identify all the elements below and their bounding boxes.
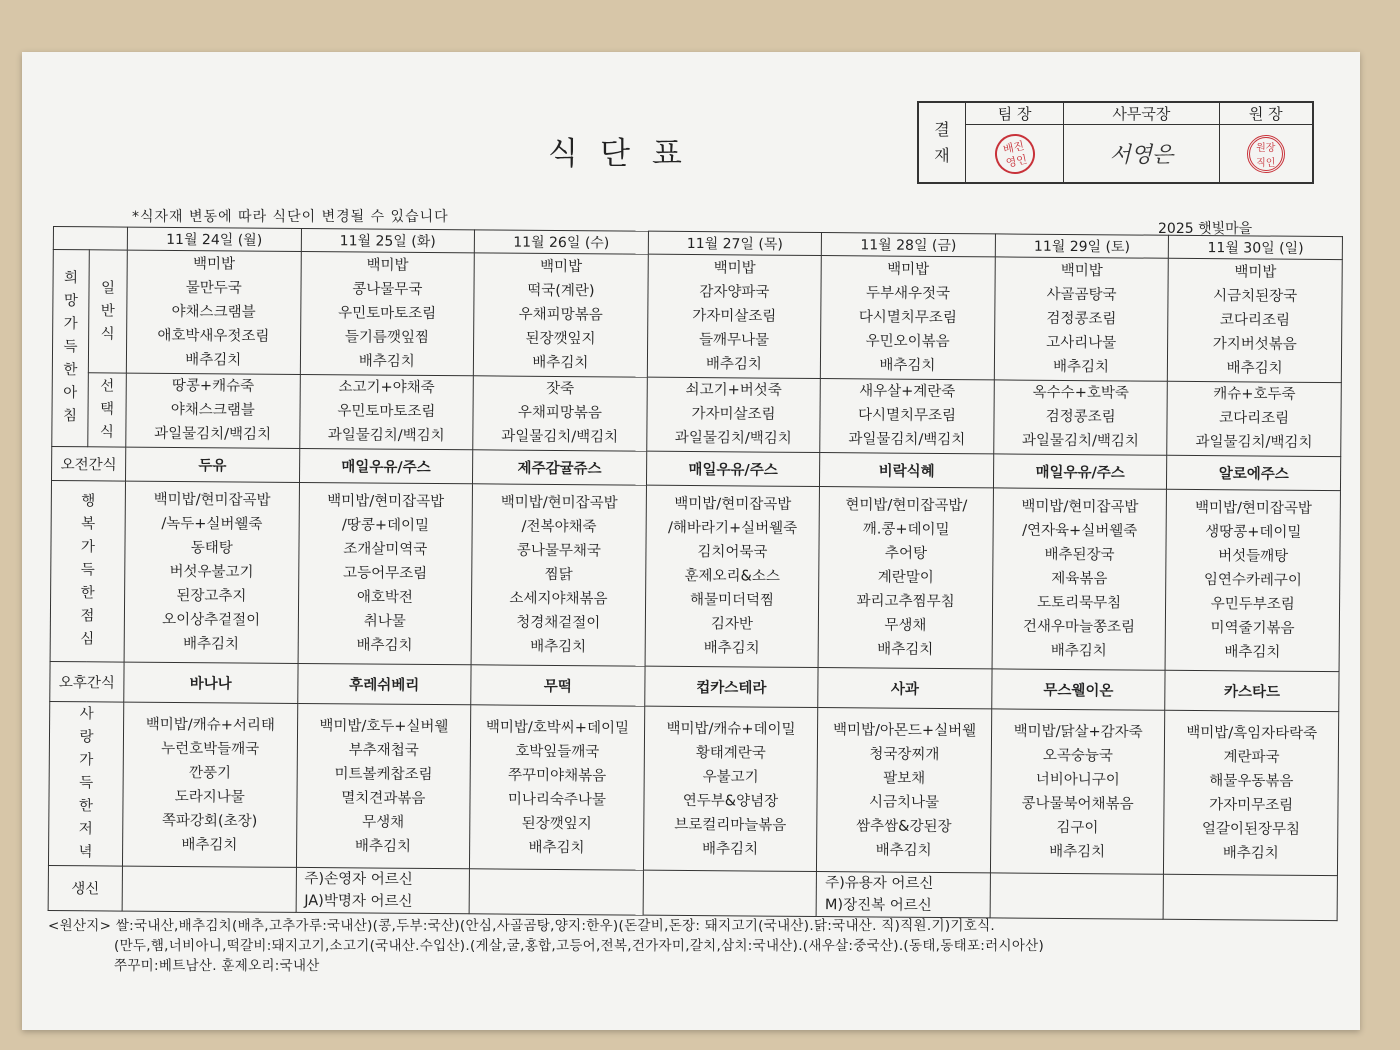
menu-item: 도라지나물 bbox=[174, 788, 245, 806]
select-label-char: 선 bbox=[100, 378, 115, 395]
menu-item: 캐슈+호두죽 bbox=[1213, 386, 1296, 404]
birthday-cell bbox=[469, 868, 643, 915]
menu-item: 콩나물무국 bbox=[352, 281, 423, 298]
menu-item: 미나리숙주나물 bbox=[507, 791, 607, 808]
lunch-label-char: 가 bbox=[80, 539, 96, 556]
dinner-label-char: 가 bbox=[79, 752, 94, 769]
menu-item: 오이상추겉절이 bbox=[162, 611, 261, 629]
menu-item: 두부새우젓국 bbox=[865, 285, 951, 303]
origin-line-1: <원산지> 쌀:국내산,배추김치(배추,고추가루:국내산)(콩,두부:국산)(안심,사골곰탕,양지:한우)(돈갈비,돈장: 돼지고기(국내산).닭:국내산. 직)직원.기)기호식. bbox=[48, 918, 996, 934]
notice-text: *식자재 변동에 따라 식단이 변경될 수 있습니다 bbox=[132, 209, 449, 225]
breakfast-label-char: 아 bbox=[63, 385, 78, 402]
lunch-cell bbox=[471, 484, 646, 667]
menu-item: 배추김치 bbox=[1052, 358, 1110, 376]
breakfast-general-cell bbox=[1168, 258, 1343, 382]
menu-item: 배추김치 bbox=[532, 354, 589, 372]
dinner-cell bbox=[817, 708, 992, 873]
menu-item: 조개살미역국 bbox=[343, 541, 428, 558]
menu-item: 해물우동볶음 bbox=[1209, 772, 1294, 790]
breakfast-select-cell bbox=[994, 380, 1168, 455]
day-header: 11월 28일 (금) bbox=[822, 233, 996, 258]
menu-item: 가자미무조림 bbox=[1209, 796, 1294, 814]
menu-item: 백미밥 bbox=[366, 257, 409, 274]
pm-snack-cell: 컵카스테라 bbox=[644, 666, 818, 708]
menu-item: 우민두부조림 bbox=[1210, 596, 1295, 613]
breakfast-label-char: 침 bbox=[62, 408, 78, 425]
menu-item: 청경채겉절이 bbox=[516, 614, 601, 632]
menu-item: 배추김치 bbox=[705, 356, 762, 373]
dinner-cell bbox=[296, 704, 471, 869]
menu-item: 백미밥/현미잡곡밥 bbox=[674, 495, 792, 513]
general-label-char: 식 bbox=[100, 325, 115, 343]
menu-item: 멸치견과볶음 bbox=[341, 789, 426, 807]
page-title: 식단표 bbox=[548, 136, 704, 172]
lunch-cell bbox=[645, 485, 820, 668]
menu-item: 오곡숭늉국 bbox=[1042, 747, 1114, 764]
menu-item: 배추김치 bbox=[703, 640, 760, 657]
menu-item: 백미밥/캐슈+서리태 bbox=[145, 716, 275, 734]
general-label-char: 일 bbox=[100, 279, 116, 297]
lunch-label-char: 행 bbox=[81, 493, 96, 510]
birthday-row bbox=[48, 865, 1337, 921]
menu-item: 배추김치 bbox=[1049, 843, 1106, 860]
menu-item: 동태탕 bbox=[190, 540, 233, 557]
menu-item: 배추김치 bbox=[185, 352, 242, 369]
select-label-char: 식 bbox=[99, 424, 114, 441]
menu-item: 해물미더덕찜 bbox=[689, 591, 775, 609]
breakfast-label-char: 희 bbox=[64, 270, 79, 287]
menu-item: 백미밥 bbox=[887, 261, 930, 278]
menu-item: 너비아니구이 bbox=[1035, 771, 1120, 788]
menu-item: 검정콩조림 bbox=[1045, 409, 1116, 426]
approval-box bbox=[917, 101, 1314, 184]
menu-item: 계란파국 bbox=[1223, 748, 1280, 766]
menu-item: 야채스크램블 bbox=[171, 304, 256, 321]
menu-item: 콩나물무채국 bbox=[516, 542, 601, 560]
am-snack-cell: 비락식혜 bbox=[820, 452, 994, 488]
lunch-label-char: 심 bbox=[80, 631, 95, 648]
breakfast-select-cell bbox=[646, 377, 820, 452]
origin-footer bbox=[48, 916, 1044, 976]
menu-item: 백미밥/현미잡곡밥 bbox=[500, 494, 618, 512]
menu-item: 백미밥/흑임자타락죽 bbox=[1186, 724, 1318, 742]
menu-item: 배추김치 bbox=[354, 837, 412, 855]
approval-side-label bbox=[919, 103, 966, 183]
organization-name: 2025 햇빛마을 bbox=[1158, 221, 1253, 237]
menu-table bbox=[48, 226, 1343, 921]
menu-item: 다시멸치무조림 bbox=[858, 309, 957, 327]
breakfast-label-char: 망 bbox=[63, 293, 78, 310]
menu-item: 제육볶음 bbox=[1051, 570, 1108, 588]
approval-side-label-2: 재 bbox=[934, 145, 950, 165]
menu-item: 시금치된장국 bbox=[1213, 288, 1298, 305]
signature-icon: 서영은 bbox=[1109, 143, 1174, 168]
menu-item: 과일물김치/백김치 bbox=[1021, 432, 1139, 450]
menu-item: 애호박새우젓조림 bbox=[157, 327, 270, 345]
menu-item: 소세지야채볶음 bbox=[509, 590, 608, 608]
am-snack-cell: 두유 bbox=[126, 447, 300, 483]
menu-item: 애호박전 bbox=[356, 589, 414, 606]
menu-item: 배추된장국 bbox=[1044, 546, 1115, 564]
menu-item: 백미밥/현미잡곡밥 bbox=[1021, 498, 1139, 516]
menu-item: 야채스크램블 bbox=[170, 402, 255, 419]
red-stamp-icon: 배진 영인 bbox=[991, 130, 1038, 177]
select-label bbox=[88, 373, 127, 447]
menu-item: 배추김치 bbox=[356, 637, 413, 654]
birthday-cell bbox=[816, 871, 990, 918]
menu-item: 추어탕 bbox=[884, 545, 928, 562]
day-header: 11월 29일 (토) bbox=[995, 234, 1169, 259]
dinner-label-char: 녁 bbox=[78, 844, 93, 861]
menu-item: 우민오이볶음 bbox=[865, 333, 950, 351]
menu-item: 배추김치 bbox=[877, 641, 934, 658]
menu-item: 미트볼케찹조림 bbox=[334, 765, 433, 783]
menu-item: 호박잎들깨국 bbox=[515, 743, 600, 760]
lunch-label-char: 득 bbox=[80, 562, 95, 579]
menu-item: /전복야채죽 bbox=[521, 518, 597, 536]
seal-icon: 원장 직인 bbox=[1247, 135, 1285, 173]
birthday-cell bbox=[296, 867, 470, 914]
dinner-label bbox=[48, 702, 123, 866]
menu-item: 백미밥 bbox=[1060, 263, 1103, 280]
breakfast-select-cell bbox=[820, 379, 994, 454]
am-snack-cell: 매일우유/주스 bbox=[299, 448, 473, 484]
menu-item: 백미밥/현미잡곡밥 bbox=[327, 493, 445, 511]
am-snack-cell: 매일우유/주스 bbox=[646, 451, 820, 487]
dinner-cell bbox=[990, 709, 1165, 874]
lunch-cell bbox=[1165, 489, 1340, 672]
menu-item: 임연수카레구이 bbox=[1203, 572, 1303, 589]
menu-item: 백미밥/현미잡곡밥 bbox=[1194, 499, 1313, 517]
menu-item: 쇠고기+버섯죽 bbox=[685, 382, 782, 400]
menu-item: 계란말이 bbox=[877, 569, 934, 586]
menu-item: 잣죽 bbox=[546, 381, 575, 398]
menu-item: 배추김치 bbox=[875, 841, 932, 859]
menu-item: /연자육+실버웰죽 bbox=[1022, 522, 1138, 540]
menu-item: 깐풍기 bbox=[188, 764, 232, 781]
dinner-cell bbox=[470, 705, 645, 870]
menu-item: JA)박명자 어르신 bbox=[304, 892, 413, 910]
lunch-cell bbox=[124, 481, 299, 664]
breakfast-select-row bbox=[52, 373, 1342, 457]
team-leader-stamp bbox=[966, 125, 1064, 183]
menu-item: 우민토마토조림 bbox=[338, 305, 437, 323]
am-snack-cell: 제주감귤쥬스 bbox=[473, 449, 647, 485]
lunch-cell bbox=[992, 488, 1167, 671]
menu-item: 배추김치 bbox=[358, 353, 415, 370]
menu-item: 배추김치 bbox=[181, 836, 238, 853]
pm-snack-cell: 후레쉬베리 bbox=[297, 664, 471, 706]
menu-item: 취나물 bbox=[363, 613, 406, 630]
am-snack-cell: 매일우유/주스 bbox=[993, 453, 1167, 489]
menu-item: 김구이 bbox=[1056, 819, 1099, 836]
menu-item: 황태계란국 bbox=[695, 744, 766, 762]
dinner-label-char: 랑 bbox=[79, 729, 94, 746]
dinner-label-char: 사 bbox=[79, 706, 94, 723]
menu-item: 주)손영자 어르신 bbox=[304, 870, 413, 888]
menu-item: 가자미살조림 bbox=[692, 308, 777, 325]
dinner-cell bbox=[122, 702, 297, 867]
menu-item: 들깨무나물 bbox=[698, 332, 770, 349]
menu-item: 고사리나물 bbox=[1046, 334, 1117, 352]
menu-item: 배추김치 bbox=[1226, 360, 1283, 377]
menu-item: 우민토마토조림 bbox=[337, 403, 436, 421]
menu-item: 배추김치 bbox=[182, 636, 240, 653]
menu-item: 과일물김치/백김치 bbox=[154, 426, 272, 444]
menu-item: 팔보채 bbox=[883, 770, 926, 787]
breakfast-label-char: 득 bbox=[63, 339, 78, 356]
menu-item: 배추김치 bbox=[528, 839, 585, 856]
menu-item: 배추김치 bbox=[530, 638, 587, 656]
menu-item: /땅콩+데이밀 bbox=[341, 517, 430, 534]
menu-item: 쭈꾸미야채볶음 bbox=[508, 767, 607, 784]
lunch-label-char: 점 bbox=[80, 608, 95, 625]
menu-item: 가자미살조림 bbox=[691, 406, 776, 423]
menu-item: 배추김치 bbox=[1050, 642, 1107, 660]
birthday-cell bbox=[990, 872, 1164, 919]
breakfast-select-cell bbox=[299, 374, 473, 449]
pm-snack-cell: 카스타드 bbox=[1165, 670, 1339, 712]
breakfast-select-cell bbox=[126, 373, 300, 448]
dinner-label-char: 한 bbox=[78, 798, 94, 815]
menu-item: 백미밥/닭살+감자죽 bbox=[1013, 723, 1143, 741]
menu-item: 깨.콩+데이밀 bbox=[862, 521, 950, 539]
menu-item: 찜닭 bbox=[544, 566, 573, 584]
approval-header-team: 팀 장 bbox=[966, 103, 1064, 125]
menu-item: 과일물김치/백김치 bbox=[848, 431, 966, 449]
lunch-row bbox=[50, 480, 1340, 671]
menu-item: 버섯우불고기 bbox=[169, 563, 254, 581]
director-seal bbox=[1219, 125, 1313, 183]
dinner-row bbox=[48, 702, 1338, 875]
menu-item: 미역줄기볶음 bbox=[1210, 620, 1295, 637]
menu-item: 과일물김치/백김치 bbox=[1195, 434, 1313, 452]
lunch-cell bbox=[818, 486, 993, 669]
birthday-cell bbox=[1163, 874, 1337, 921]
menu-item: 브로컬리마늘볶음 bbox=[674, 816, 787, 834]
menu-item: 배추김치 bbox=[1222, 844, 1279, 862]
menu-item: 된장깻잎지 bbox=[521, 815, 592, 832]
origin-line-2: (만두,햄,너비아니,떡갈비:돼지고기,소고기(국내산.수입산).(게살,굴,홍합,고등어,전복,건가자미,갈치,삼치:국내산).(새우살:중국산).(동태,동태포:러시아산) bbox=[114, 938, 1045, 954]
menu-item: 청국장찌개 bbox=[869, 745, 940, 763]
breakfast-select-cell bbox=[473, 376, 647, 451]
menu-item: 과일물김치/백김치 bbox=[674, 430, 792, 448]
menu-item: 땅콩+캐슈죽 bbox=[171, 378, 255, 395]
breakfast-general-cell bbox=[126, 250, 301, 374]
menu-item: 소고기+야채죽 bbox=[338, 379, 435, 397]
approval-side-label-1: 결 bbox=[934, 119, 950, 139]
menu-item: 누런호박들깨국 bbox=[161, 740, 260, 758]
menu-item: 백미밥 bbox=[1234, 264, 1277, 281]
dinner-label-char: 저 bbox=[78, 821, 93, 838]
menu-item: 백미밥/캐슈+데이밀 bbox=[666, 720, 796, 738]
menu-item: 버섯들깨탕 bbox=[1218, 548, 1289, 565]
corner-cell bbox=[53, 227, 127, 251]
dinner-cell bbox=[1164, 711, 1339, 876]
day-header: 11월 24일 (월) bbox=[127, 227, 301, 252]
menu-item: 꽈리고추찜무침 bbox=[856, 593, 955, 611]
birthday-cell bbox=[643, 870, 817, 917]
menu-item: M)장진복 어르신 bbox=[824, 896, 932, 914]
breakfast-general-cell bbox=[300, 252, 475, 376]
breakfast-select-cell bbox=[1167, 381, 1341, 456]
lunch-label-char: 복 bbox=[81, 516, 96, 533]
menu-item: 현미밥/현미잡곡밥/ bbox=[845, 497, 968, 515]
menu-item: 된장고추지 bbox=[176, 587, 247, 605]
lunch-label-char: 한 bbox=[80, 585, 95, 602]
origin-line-3: 쭈꾸미:베트남산. 훈제오리:국내산 bbox=[114, 958, 320, 974]
menu-item: 연두부&양념장 bbox=[682, 792, 779, 810]
menu-item: 배추김치 bbox=[702, 840, 759, 858]
menu-item: 과일물김치/백김치 bbox=[327, 427, 445, 445]
breakfast-general-cell bbox=[647, 254, 822, 378]
breakfast-label-char: 가 bbox=[63, 316, 78, 333]
menu-item: 감자양파국 bbox=[699, 284, 770, 301]
breakfast-general-cell bbox=[994, 257, 1169, 381]
menu-item: 물만두국 bbox=[185, 280, 242, 297]
menu-item: /녹두+실버웰죽 bbox=[161, 515, 263, 533]
menu-item: 우불고기 bbox=[702, 768, 759, 786]
menu-item: 시금치나물 bbox=[868, 793, 940, 811]
pm-snack-cell: 무스웰이온 bbox=[992, 669, 1166, 711]
menu-item: 건새우마늘쫑조림 bbox=[1022, 618, 1136, 636]
menu-item: 쌈추쌈&강된장 bbox=[856, 817, 952, 835]
menu-item: 가지버섯볶음 bbox=[1212, 336, 1297, 353]
menu-item: 도토리묵무침 bbox=[1037, 594, 1122, 612]
menu-item: 콩나물북어채볶음 bbox=[1021, 795, 1134, 813]
menu-item: 쪽파강회(초장) bbox=[161, 812, 258, 830]
pm-snack-cell: 사과 bbox=[818, 668, 992, 710]
menu-item: 생땅콩+데이밀 bbox=[1205, 524, 1302, 541]
menu-item: 무생채 bbox=[362, 813, 405, 831]
menu-item: 무생채 bbox=[884, 617, 927, 634]
approval-header-director: 원 장 bbox=[1219, 103, 1313, 125]
menu-item: 고등어무조림 bbox=[343, 565, 428, 582]
menu-item: 코다리조림 bbox=[1219, 312, 1291, 329]
menu-item: 배추김치 bbox=[879, 357, 936, 375]
day-header: 11월 26일 (수) bbox=[474, 230, 648, 255]
birthday-label: 생신 bbox=[48, 865, 122, 911]
am-snack-cell: 알로에주스 bbox=[1167, 455, 1341, 491]
lunch-label bbox=[50, 480, 125, 662]
menu-item: 얼갈이된장무침 bbox=[1201, 820, 1301, 838]
menu-item: 검정콩조림 bbox=[1046, 310, 1117, 328]
menu-item: 코다리조림 bbox=[1219, 410, 1290, 428]
menu-item: 김치어묵국 bbox=[697, 544, 768, 561]
menu-item: 백미밥/호박씨+데이밀 bbox=[485, 718, 630, 737]
menu-item: 부추재첩국 bbox=[348, 741, 419, 759]
menu-item: 새우살+계란죽 bbox=[859, 383, 956, 401]
day-header: 11월 27일 (목) bbox=[648, 231, 822, 256]
select-label-char: 택 bbox=[99, 401, 115, 418]
menu-item: 된장깻잎지 bbox=[525, 330, 596, 348]
menu-item: 백미밥/현미잡곡밥 bbox=[153, 491, 271, 509]
menu-item: 옥수수+호박죽 bbox=[1032, 385, 1129, 402]
menu-item: 김자반 bbox=[710, 616, 753, 633]
pm-snack-cell: 무떡 bbox=[471, 665, 645, 707]
dinner-cell bbox=[643, 707, 818, 872]
general-label-char: 반 bbox=[100, 302, 115, 320]
pm-snack-label: 오후간식 bbox=[50, 662, 124, 703]
menu-item: 떡국(계란) bbox=[527, 282, 595, 300]
menu-item: 백미밥 bbox=[192, 256, 236, 273]
breakfast-general-cell bbox=[473, 253, 648, 377]
birthday-cell bbox=[122, 866, 296, 913]
menu-item: 다시멸치무조림 bbox=[857, 407, 957, 425]
breakfast-general-cell bbox=[821, 256, 996, 380]
breakfast-label-char: 한 bbox=[63, 362, 78, 379]
am-snack-label: 오전간식 bbox=[52, 446, 126, 481]
day-header: 11월 30일 (일) bbox=[1169, 235, 1343, 260]
menu-item: 주)유용자 어르신 bbox=[825, 874, 934, 892]
menu-item: 백미밥/호두+실버웰 bbox=[319, 717, 449, 735]
menu-item: 들기름깻잎찜 bbox=[344, 329, 430, 347]
general-label bbox=[88, 250, 127, 373]
menu-item: 백미밥/아몬드+실버웰 bbox=[832, 721, 977, 739]
office-signature bbox=[1064, 125, 1219, 183]
menu-item: 배추김치 bbox=[1224, 644, 1281, 661]
menu-item: 백미밥 bbox=[540, 258, 583, 276]
day-header: 11월 25일 (화) bbox=[301, 228, 475, 253]
pm-snack-cell: 바나나 bbox=[124, 662, 298, 704]
menu-item: 우채피망볶음 bbox=[517, 404, 603, 422]
menu-item: 우채피망볶음 bbox=[518, 306, 603, 324]
lunch-cell bbox=[298, 482, 473, 665]
menu-item: 백미밥 bbox=[713, 260, 756, 277]
breakfast-general-row bbox=[52, 250, 1342, 383]
dinner-label-char: 득 bbox=[79, 775, 94, 792]
approval-header-office: 사무국장 bbox=[1064, 103, 1219, 125]
menu-item: 훈제오리&소스 bbox=[684, 567, 780, 585]
menu-item: 사골곰탕국 bbox=[1046, 286, 1117, 304]
breakfast-label bbox=[52, 250, 90, 447]
menu-item: 과일물김치/백김치 bbox=[501, 428, 619, 446]
menu-item: /해바라기+실버웰죽 bbox=[668, 519, 798, 537]
